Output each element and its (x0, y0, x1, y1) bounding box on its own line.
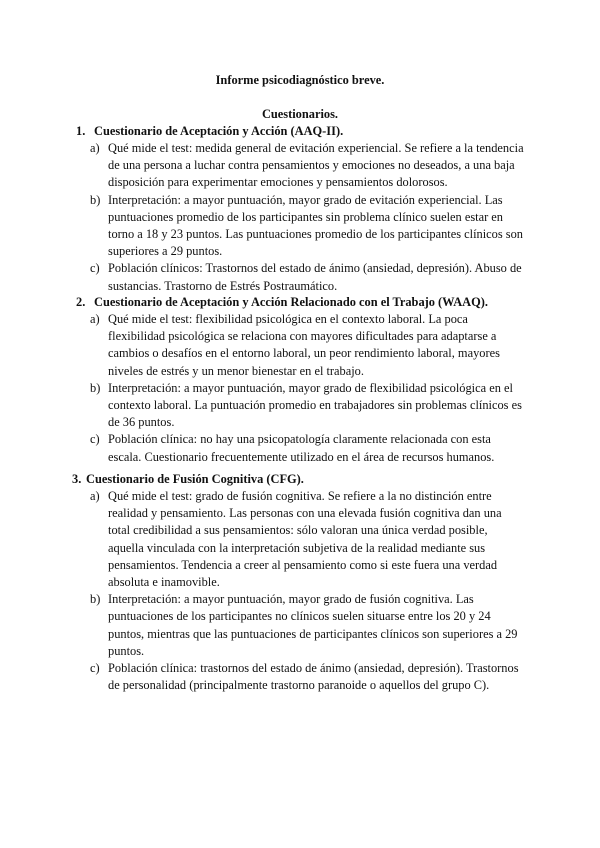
section-number: 3. (72, 472, 82, 486)
section-title: Cuestionario de Fusión Cognitiva (CFG). (86, 472, 304, 486)
section-title: Cuestionario de Aceptación y Acción (AAQ-II). (94, 124, 344, 138)
section-heading (0, 123, 600, 140)
list-item (0, 311, 600, 380)
section-waaq (0, 294, 600, 464)
item-letter: b) (90, 192, 101, 207)
section-items (0, 311, 600, 466)
item-text: Qué mide el test: medida general de evitación experiencial. Se refiere a la tendencia de una persona a luchar contra pensamientos y emociones no deseados, a una baja disposición para experimentar emociones y pensamientos dolorosos. (108, 141, 524, 190)
list-item (0, 380, 600, 432)
section-number: 2. (76, 295, 86, 309)
list-item (0, 591, 600, 660)
section-heading (0, 471, 600, 488)
document-subtitle: Cuestionarios. (261, 107, 339, 121)
item-text: Qué mide el test: flexibilidad psicológica en el contexto laboral. La poca flexibilidad psicológica se relaciona con mayores dificultades para adaptarse a cambios o desafíos en el entorno laboral, un peor rendimiento laboral, mayores niveles de estrés y un menor bienestar en el trabajo. (108, 312, 500, 378)
item-letter: a) (90, 141, 100, 155)
section-aaq-ii (0, 123, 600, 293)
list-item (0, 192, 600, 261)
list-item (0, 260, 600, 294)
item-letter: b) (90, 380, 101, 395)
section-heading (0, 294, 600, 311)
section-title: Cuestionario de Aceptación y Acción Relacionado con el Trabajo (WAAQ). (94, 295, 488, 309)
item-letter: a) (90, 312, 100, 326)
item-text: Interpretación: a mayor puntuación, mayor grado de fusión cognitiva. Las puntuaciones de los participantes no clínicos suelen situarse entre los 20 y 24 puntos, mientras que las puntuaciones de participantes clínicos son superiores a 29 puntos. (108, 592, 518, 658)
list-item (0, 488, 600, 591)
item-text: Población clínica: no hay una psicopatología claramente relacionada con esta escala. Cuestionario frecuentemente utilizado en el área de recursos humanos. (108, 432, 495, 464)
item-letter: c) (90, 432, 100, 447)
section-items (0, 488, 600, 694)
section-cfg (0, 471, 600, 693)
item-text: Interpretación: a mayor puntuación, mayor grado de flexibilidad psicológica en el contexto laboral. La puntuación promedio en trabajadores sin problemas clínicos es de 36 puntos. (108, 380, 522, 430)
item-letter: c) (90, 661, 100, 676)
section-number: 1. (76, 124, 86, 138)
list-item (0, 660, 600, 694)
document-title: Informe psicodiagnóstico breve. (215, 73, 385, 87)
item-text: Población clínicos: Trastornos del estado de ánimo (ansiedad, depresión). Abuso de sustancias. Trastorno de Estrés Postraumático. (108, 261, 522, 293)
item-letter: c) (90, 261, 100, 276)
section-items (0, 140, 600, 295)
list-item (0, 140, 600, 192)
item-text: Población clínica: trastornos del estado de ánimo (ansiedad, depresión). Trastornos de personalidad (principalmente trastorno paranoide o aquellos del grupo C). (108, 661, 519, 693)
item-letter: a) (90, 489, 100, 503)
item-text: Interpretación: a mayor puntuación, mayor grado de evitación experiencial. Las puntuaciones promedio de los participantes sin problema clínico suelen estar en torno a 18 y 23 puntos. Las puntuaciones promedio de los participantes clínicos son superiores a 29 puntos. (108, 192, 524, 259)
item-letter: b) (90, 592, 101, 607)
item-text: Qué mide el test: grado de fusión cognitiva. Se refiere a la no distinción entre realidad y pensamiento. Las personas con una elevada fusión cognitiva dan una total credibilidad a sus pensamientos: sólo valoran una única verdad posible, aquella vinculada con la interpretación subjetiva de la realidad mediante sus pensamientos. Tendencia a creer al pensamiento como si este fuera una verdad absoluta e inamovible. (108, 489, 502, 590)
list-item (0, 431, 600, 465)
